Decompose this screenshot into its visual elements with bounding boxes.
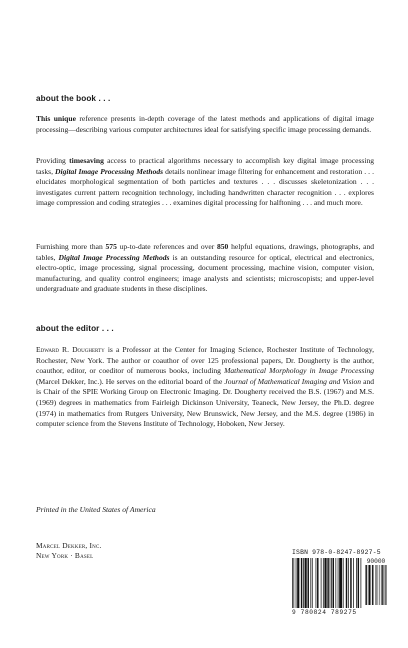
barcode-bar <box>312 558 313 608</box>
barcode-bar <box>385 565 386 605</box>
barcode <box>292 549 388 616</box>
reference-count: 575 <box>105 242 117 251</box>
barcode-bar <box>293 558 294 608</box>
barcode-bar <box>301 558 302 608</box>
barcode-bar <box>310 558 311 608</box>
barcode-bar <box>324 558 326 608</box>
barcode-bar <box>296 558 297 608</box>
text: reference presents in-depth coverage of the latest methods and applications of digital image processing—describing various computer architectures ideal for satisfying specific image processing demands. <box>36 114 374 134</box>
barcode-bar <box>331 558 332 608</box>
barcode-bar <box>348 558 349 608</box>
barcode-bar <box>338 558 339 608</box>
barcode-bar <box>366 565 367 605</box>
emphasis-timesaving: timesaving <box>69 156 104 165</box>
publisher-location: New York · Basel <box>36 551 94 561</box>
barcode-bar <box>323 558 324 608</box>
barcode-bar <box>327 558 328 608</box>
isbn-text: ISBN 978-0-8247-8927-5 <box>292 549 381 556</box>
printed-in: Printed in the United States of America <box>36 505 156 514</box>
about-book-heading: about the book . . . <box>36 94 111 103</box>
about-editor-heading: about the editor . . . <box>36 324 114 333</box>
barcode-bar <box>358 558 359 608</box>
publisher-name: Marcel Dekker, Inc. <box>36 541 102 550</box>
addon-barcode-graphic <box>365 565 387 605</box>
book-title: Digital Image Processing Methods <box>55 166 164 176</box>
about-book-paragraph-3 <box>36 242 374 295</box>
barcode-bar <box>339 558 342 608</box>
text: access to practical algorithms necessary to accomplish key digital image processing tasks, <box>36 156 374 176</box>
barcode-bars <box>292 558 388 608</box>
barcode-bar <box>333 558 334 608</box>
editor-name: Edward R. Dougherty <box>36 345 105 354</box>
barcode-bar <box>346 558 347 608</box>
text: (Marcel Dekker, Inc.). He serves on the editorial board of the <box>36 376 225 386</box>
about-editor-paragraph <box>36 345 374 430</box>
barcode-bar <box>307 558 308 608</box>
ean-barcode-graphic <box>292 558 362 608</box>
text: and is Chair of the SPIE Working Group on Electronic Imaging. Dr. Dougherty received the B.S. (1967) and M.S. (1969) degrees in mathematics from Fairleigh Dickinson University, Teaneck, New Jersey, the Ph.D. degree (1974) in mathematics from Rutgers University, New Brunswick, New Jersey, and the M.S. degree (1986) in computer science from the Stevens Institute of Technology, Hoboken, New Jersey. <box>36 376 374 429</box>
barcode-bar <box>316 558 317 608</box>
barcode-bar <box>321 558 322 608</box>
barcode-bar <box>356 558 357 608</box>
text: up-to-date references and over <box>116 242 217 251</box>
barcode-bar <box>297 558 299 608</box>
barcode-bar <box>382 565 383 605</box>
ean-number: 9 780824 789275 <box>292 609 357 616</box>
text: details nonlinear image filtering for enhancement and restoration . . . elucidates morphological segmentation of both particles and textures . . . discusses skeletonization . . . investigates current pattern recognition technology, including handwritten character recognition . . . explores image compression and coding strategies . . . examines digital processing for halftoning . . . and much more. <box>36 166 374 208</box>
text: is a Professor at the Center for Imaging Science, Rochester Institute of Technology, Rochester, New York. The author or coauthor of over 125 professional papers, Dr. Dougherty is the author, coauthor, editor, or coeditor of numerous books, including <box>36 345 374 376</box>
about-book-paragraph-1 <box>36 114 374 135</box>
text: Providing <box>36 156 70 165</box>
about-book-paragraph-2 <box>36 156 374 209</box>
text: helpful equations, drawings, photographs, and tables, <box>36 242 374 262</box>
journal-title: Journal of Mathematical Imaging and Vision <box>224 376 362 386</box>
publisher-block <box>36 541 236 561</box>
text: is an outstanding resource for optical, electrical and electronics, electro-optic, image processing, signal processing, document processing, machine vision, computer vision, manufacturing, and quality control engineers; image analysts and scientists; microscopists; and upper-level undergraduate and graduate students in these disciplines. <box>36 252 374 294</box>
barcode-bar <box>305 558 307 608</box>
barcode-bar <box>303 558 304 608</box>
barcode-bar <box>292 558 293 608</box>
barcode-bar <box>350 558 351 608</box>
addon-number: 90000 <box>366 558 386 565</box>
barcode-bar <box>335 558 336 608</box>
barcode-bar <box>361 558 362 608</box>
book-title: Mathematical Morphology in Image Processing <box>224 366 374 376</box>
barcode-bar <box>369 565 370 605</box>
equation-count: 850 <box>217 242 229 251</box>
barcode-bar <box>330 558 331 608</box>
text: Furnishing more than <box>36 242 106 251</box>
barcode-bar <box>353 558 354 608</box>
addon-block <box>365 558 387 605</box>
barcode-bar <box>317 558 318 608</box>
barcode-bar <box>343 558 344 608</box>
book-title: Digital Image Processing Methods <box>58 252 170 262</box>
emphasis-unique: This unique <box>36 114 76 123</box>
barcode-bar <box>372 565 373 605</box>
